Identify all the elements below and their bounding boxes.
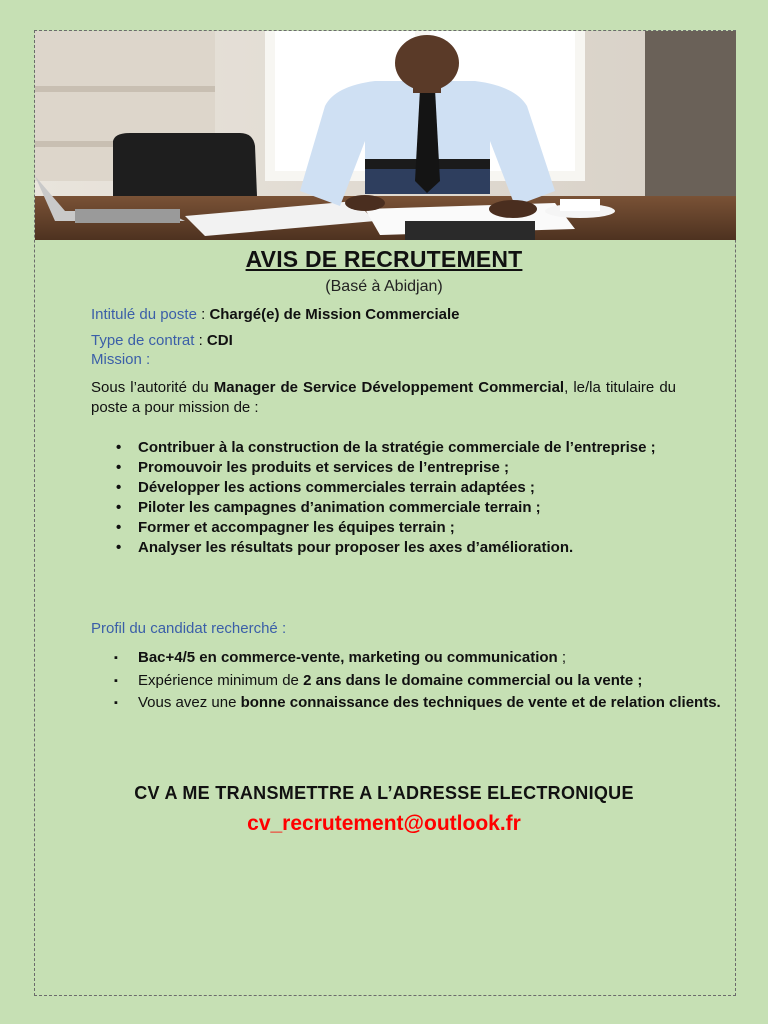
intro-manager: Manager de Service Développement Commercial xyxy=(213,379,565,396)
list-item: • Piloter les campagnes d’animation commerciale terrain ; xyxy=(138,498,723,518)
profile-item-1-bold: Bac+4/5 en commerce-vente, marketing ou communication xyxy=(138,649,558,666)
profile-item-2-pre: Expérience minimum de xyxy=(138,671,304,689)
profile-list xyxy=(91,647,723,715)
list-item: • Promouvoir les produits et services de l’entreprise ; xyxy=(138,458,723,478)
contract-type-label: Type de contrat xyxy=(91,332,195,349)
job-title-sep: : xyxy=(196,306,210,323)
profile-item-1-rest: ; xyxy=(557,649,567,666)
job-title-label: Intitulé du poste xyxy=(91,306,197,323)
profile-heading xyxy=(91,619,286,639)
profile-label: Profil du candidat recherché : xyxy=(91,620,287,637)
profile-item-3-bold: bonne connaissance des techniques de vente et de relation clients. xyxy=(240,694,721,711)
contact-email[interactable]: cv_recrutement@outlook.fr xyxy=(247,812,521,835)
contract-type-field xyxy=(91,331,233,351)
header-photo xyxy=(35,31,736,240)
job-title-value: Chargé(e) de Mission Commerciale xyxy=(209,306,460,323)
list-item: • Contribuer à la construction de la stratégie commerciale de l’entreprise ; xyxy=(138,438,723,458)
list-item: • Analyser les résultats pour proposer les axes d’amélioration. xyxy=(138,538,723,558)
profile-item-2-bold: 2 ans dans le domaine commercial ou la vente ; xyxy=(303,671,643,689)
location-subtitle: (Basé à Abidjan) xyxy=(325,278,443,295)
profile-item-3-pre: Vous avez une xyxy=(138,694,241,711)
intro-text-1: Sous l’autorité du xyxy=(91,379,214,396)
mission-heading xyxy=(91,350,150,370)
job-title-field xyxy=(91,305,460,325)
list-item: • Former et accompagner les équipes terrain ; xyxy=(138,518,723,538)
list-item xyxy=(138,692,723,715)
missions-list xyxy=(91,438,723,558)
contract-type-sep: : xyxy=(194,332,207,349)
page-title: AVIS DE RECRUTEMENT xyxy=(245,246,523,272)
cv-instruction: CV A ME TRANSMETTRE A L’ADRESSE ELECTRONIQUE xyxy=(134,783,634,803)
list-item xyxy=(138,670,723,693)
list-item: • Développer les actions commerciales terrain adaptées ; xyxy=(138,478,723,498)
contract-type-value: CDI xyxy=(206,332,233,349)
list-item xyxy=(138,647,723,670)
intro-text-2: , le/la titulaire du poste a pour mission de : xyxy=(91,379,676,416)
mission-label: Mission : xyxy=(91,351,151,368)
mission-intro xyxy=(91,378,676,418)
